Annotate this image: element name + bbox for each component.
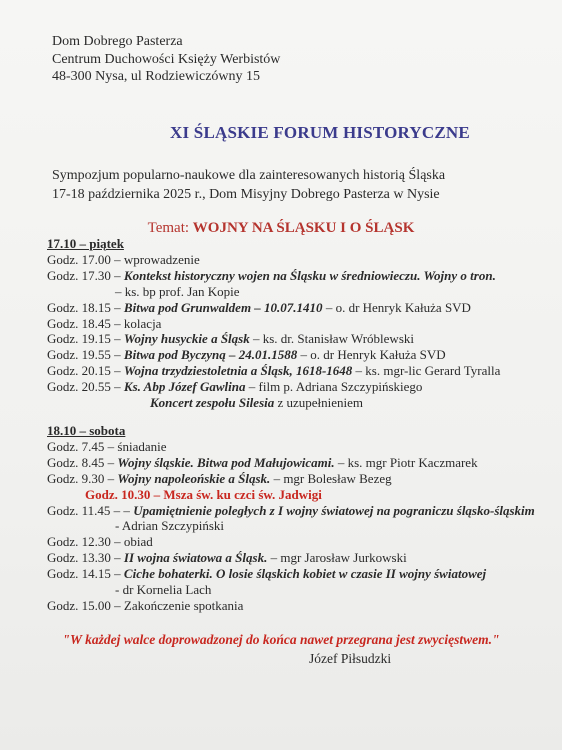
- quote-author: Józef Piłsudzki: [309, 651, 392, 666]
- row-topic: Kontekst historyczny wojen na Śląsku w średniowieczu. Wojny o tron.: [123, 267, 496, 283]
- schedule-row: [47, 550, 535, 566]
- row-time: Godz. 19.15 –: [47, 331, 124, 347]
- row-topic: Koncert zespołu Silesia: [150, 395, 275, 411]
- row-topic: Bitwa pod Byczyną – 24.01.1588: [123, 347, 298, 363]
- row-time: Godz. 17.00: [47, 251, 115, 267]
- row-time: Godz. 20.55 –: [47, 379, 124, 395]
- organizer-center: Centrum Duchowości Księży Werbistów: [52, 51, 281, 67]
- row-time: Godz. 13.30 –: [47, 550, 124, 566]
- row-time: Godz. 15.00: [47, 597, 115, 613]
- row-topic: Wojny śląskie. Bitwa pod Małujowicami.: [117, 454, 335, 470]
- schedule-row: [47, 347, 500, 363]
- theme-label: Temat:: [147, 220, 190, 236]
- schedule-row: [47, 284, 500, 300]
- row-topic: Ciche bohaterki. O losie śląskich kobiet w czasie II wojny światowej: [123, 566, 487, 582]
- schedule-row: [47, 518, 535, 534]
- mass-row: [47, 487, 535, 503]
- row-speaker: - dr Kornelia Lach: [115, 582, 212, 598]
- day-heading: 18.10 – sobota: [47, 423, 126, 438]
- event-description: [52, 166, 445, 204]
- schedule-row: [47, 300, 500, 316]
- row-rest: – kolacja: [114, 315, 162, 331]
- schedule-row: [47, 316, 500, 332]
- schedule-day-1: [47, 236, 500, 411]
- schedule-row: [47, 503, 535, 519]
- row-time: Godz. 12.30: [47, 534, 115, 550]
- row-speaker: – mgr Bolesław Bezeg: [270, 470, 392, 486]
- row-time: Godz. 18.45: [47, 315, 115, 331]
- schedule-row: [47, 566, 535, 582]
- row-topic: Wojny husyckie a Śląsk: [123, 331, 250, 347]
- row-speaker: – ks. dr. Stanisław Wróblewski: [249, 331, 414, 347]
- page-title: XI ŚLĄSKIE FORUM HISTORYCZNE: [170, 123, 470, 142]
- schedule-row: [47, 363, 500, 379]
- row-rest: – obiad: [114, 534, 153, 550]
- row-time: Godz. 17.30 –: [47, 267, 124, 283]
- schedule-row: [47, 379, 500, 395]
- row-speaker: – mgr Jarosław Jurkowski: [267, 550, 407, 566]
- row-speaker: – o. dr Henryk Kałuża SVD: [322, 299, 471, 315]
- row-speaker: – ks. mgr Piotr Kaczmarek: [334, 454, 478, 470]
- row-topic: Bitwa pod Grunwaldem – 10.07.1410: [123, 299, 323, 315]
- event-date-location: 17-18 października 2025 r., Dom Misyjny Dobrego Pasterza w Nysie: [52, 187, 440, 202]
- row-speaker: – o. dr Henryk Kałuża SVD: [297, 347, 446, 363]
- row-rest: z uzupełnieniem: [274, 395, 364, 411]
- schedule-row: [47, 268, 500, 284]
- schedule-row: [47, 331, 500, 347]
- day-heading: 17.10 – piątek: [47, 236, 124, 251]
- row-speaker: – ks. bp prof. Jan Kopie: [115, 283, 240, 299]
- row-topic: Wojna trzydziestoletnia a Śląsk, 1618-1648: [123, 363, 353, 379]
- row-speaker: – ks. mgr-lic Gerard Tyralla: [352, 363, 501, 379]
- closing-quote: "W każdej walce doprowadzonej do końca nawet przegrana jest zwycięstwem.": [62, 632, 500, 647]
- organizer-street: 48-300 Nysa, ul Rodziewiczówny 15: [52, 69, 261, 84]
- row-rest: – wprowadzenie: [114, 251, 200, 267]
- event-description-line: Sympozjum popularno-naukowe dla zainteresowanych historią Śląska: [52, 168, 446, 183]
- row-topic: Upamiętnienie poległych z I wojny światowej na pograniczu śląsko-śląskim: [133, 502, 535, 518]
- organizer-name: Dom Dobrego Pasterza: [52, 34, 183, 49]
- row-time: Godz. 20.15 –: [47, 363, 124, 379]
- schedule-day-2: [47, 423, 535, 614]
- row-topic: Ks. Abp Józef Gawlina: [123, 379, 246, 395]
- row-speaker: – film p. Adriana Szczypińskiego: [245, 379, 423, 395]
- row-time: Godz. 7.45: [47, 438, 108, 454]
- schedule-row: [47, 471, 535, 487]
- schedule-row: [47, 395, 500, 411]
- schedule-row: [47, 598, 535, 614]
- row-time: Godz. 8.45 –: [47, 454, 118, 470]
- row-time: Godz. 10.30 – Msza św. ku czci św. Jadwigi: [85, 486, 322, 502]
- schedule-row: [47, 455, 535, 471]
- row-topic: II wojna światowa a Śląsk.: [123, 550, 268, 566]
- schedule-row: [47, 252, 500, 268]
- row-time: Godz. 14.15 –: [47, 566, 124, 582]
- organizer-address: [52, 33, 280, 86]
- row-topic: Wojny napoleońskie a Śląsk.: [117, 470, 271, 486]
- schedule-row: [47, 439, 535, 455]
- row-speaker: - Adrian Szczypiński: [115, 518, 225, 534]
- theme-value: WOJNY NA ŚLĄSKU I O ŚLĄSK: [192, 220, 415, 236]
- schedule-row: [47, 534, 535, 550]
- row-time: Godz. 18.15 –: [47, 299, 124, 315]
- theme-line: [0, 220, 562, 237]
- schedule-row: [47, 582, 535, 598]
- row-time: Godz. 9.30 –: [47, 470, 118, 486]
- row-rest: – śniadanie: [107, 438, 167, 454]
- row-time: Godz. 11.45 – –: [47, 502, 134, 518]
- row-time: Godz. 19.55 –: [47, 347, 124, 363]
- row-rest: – Zakończenie spotkania: [114, 597, 244, 613]
